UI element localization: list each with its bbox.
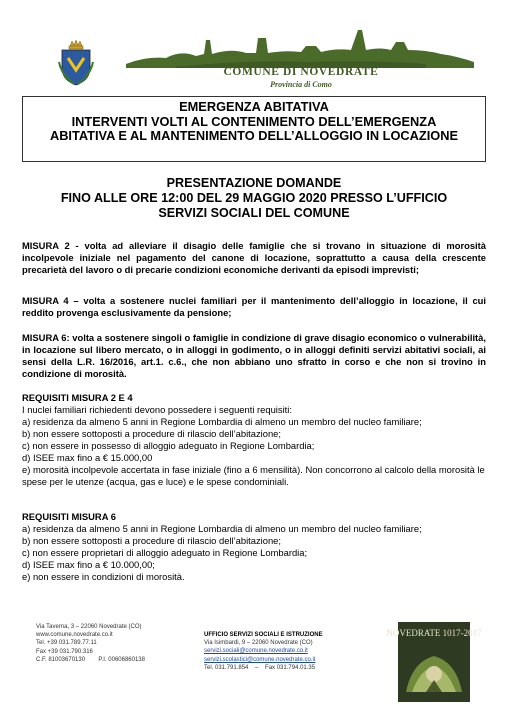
- deadline-line-3: SERVIZI SOCIALI DEL COMUNE: [158, 206, 350, 220]
- office-email-sociali-link[interactable]: servizi.sociali@comune.novedrate.co.it: [204, 648, 308, 655]
- list-item: a) residenza da almeno 5 anni in Regione Lombardia di almeno un membro del nucleo familiare;: [22, 523, 422, 534]
- list-item: b) non essere sottoposti a procedure di rilascio dell’abitazione;: [22, 428, 282, 439]
- list-item: a) residenza da almeno 5 anni in Regione Lombardia di almeno un membro del nucleo familiare;: [22, 416, 422, 427]
- novedrate-anniversary-logo: [386, 622, 482, 702]
- footer-contacts: [36, 623, 186, 664]
- title-box: [22, 96, 486, 162]
- misura-2-paragraph: MISURA 2 - volta ad alleviare il disagio delle famiglie che si trovano in situazione di morosità incolpevole iniziale nel pagamento del canone di locazione, soprattutto a causa della crescente precarietà del lavoro o di precarie condizioni economiche derivanti da episodi imprevisti;: [22, 240, 486, 275]
- footer-fax: Fax +39 031.790.316: [36, 648, 93, 655]
- requisiti-6-heading: REQUISITI MISURA 6: [22, 511, 116, 522]
- office-contacts: [204, 631, 384, 672]
- footer-address: Via Taverna, 3 – 22060 Novedrate (CO): [36, 624, 142, 630]
- town-skyline-image: [126, 20, 474, 68]
- office-address: Via Isimbardi, 9 – 22060 Novedrate (CO): [204, 640, 313, 647]
- logo-text: NOVEDRATE 1017-2017: [386, 628, 482, 638]
- misura-6-paragraph: MISURA 6: volta a sostenere singoli o famiglie in condizione di grave disagio economico o vulnerabilità, in locazione sul libero mercato, o in alloggi in godimento, o in alloggi definiti servizi abitativi sociali, ai sensi della L.R. 16/2016, art.1. c.6., che non abbiano uno sfratto in corso e che non si trovino in condizione di morosità.: [22, 332, 486, 379]
- footer-fiscal-codes: C.F. 81003670130 P.I. 00606860138: [36, 656, 145, 663]
- requisiti-2-4-heading: REQUISITI MISURA 2 E 4: [22, 392, 133, 403]
- requisiti-misura-6: [22, 511, 486, 583]
- title-line-3: ABITATIVA E AL MANTENIMENTO DELL’ALLOGGIO IN LOCAZIONE: [49, 128, 459, 143]
- list-item: c) non essere proprietari di alloggio adeguato in Regione Lombardia;: [22, 547, 308, 558]
- deadline-line-2: FINO ALLE ORE 12:00 DEL 29 MAGGIO 2020 PRESSO L’UFFICIO: [60, 191, 448, 205]
- list-item: c) non essere in possesso di alloggio adeguato in Regione Lombardia;: [22, 440, 315, 451]
- list-item: b) non essere sottoposti a procedure di rilascio dell’abitazione;: [22, 535, 282, 546]
- office-title: UFFICIO SERVIZI SOCIALI E ISTRUZIONE: [204, 632, 323, 638]
- title-line-2: INTERVENTI VOLTI AL CONTENIMENTO DELL’EMERGENZA: [71, 113, 437, 129]
- list-item: d) ISEE max fino a € 15.000,00: [22, 452, 153, 463]
- provincia-name: Provincia di Como: [270, 80, 332, 89]
- requisiti-2-4-intro: I nuclei familiari richiedenti devono possedere i seguenti requisiti:: [22, 404, 292, 415]
- comune-name: COMUNE DI NOVEDRATE: [223, 66, 379, 78]
- misura-4-paragraph: MISURA 4 – volta a sostenere nuclei familiari per il mantenimento dell’alloggio in locazione, il cui reddito provenga esclusivamente da pensione;: [22, 295, 486, 318]
- requisiti-misura-2-4: [22, 392, 486, 488]
- footer-phone: Tel. +39 031.789.77.11: [36, 640, 97, 647]
- office-email-scolastici-link[interactable]: servizi.scolastici@comune.novedrate.co.it: [204, 656, 316, 663]
- submission-deadline: [22, 176, 486, 221]
- deadline-line-1: PRESENTAZIONE DOMANDE: [166, 176, 342, 190]
- list-item: d) ISEE max fino a € 10.000,00;: [22, 559, 155, 570]
- list-item: e) non essere in condizioni di morosità.: [22, 571, 185, 582]
- office-phone-fax: Tel. 031.791.854 – Fax 031.794.01.35: [204, 664, 316, 671]
- list-item: e) morosità incolpevole accertata in fase iniziale (fino a 6 mensilità). Non concorrono al calcolo della morosità le spese per le utenze (acqua, gas e luce) e le spese condominiali.: [22, 464, 485, 487]
- title-line-1: EMERGENZA ABITATIVA: [179, 99, 329, 114]
- comune-crest-icon: [56, 40, 96, 86]
- footer-website-link[interactable]: www.comune.novedrate.co.it: [36, 632, 113, 639]
